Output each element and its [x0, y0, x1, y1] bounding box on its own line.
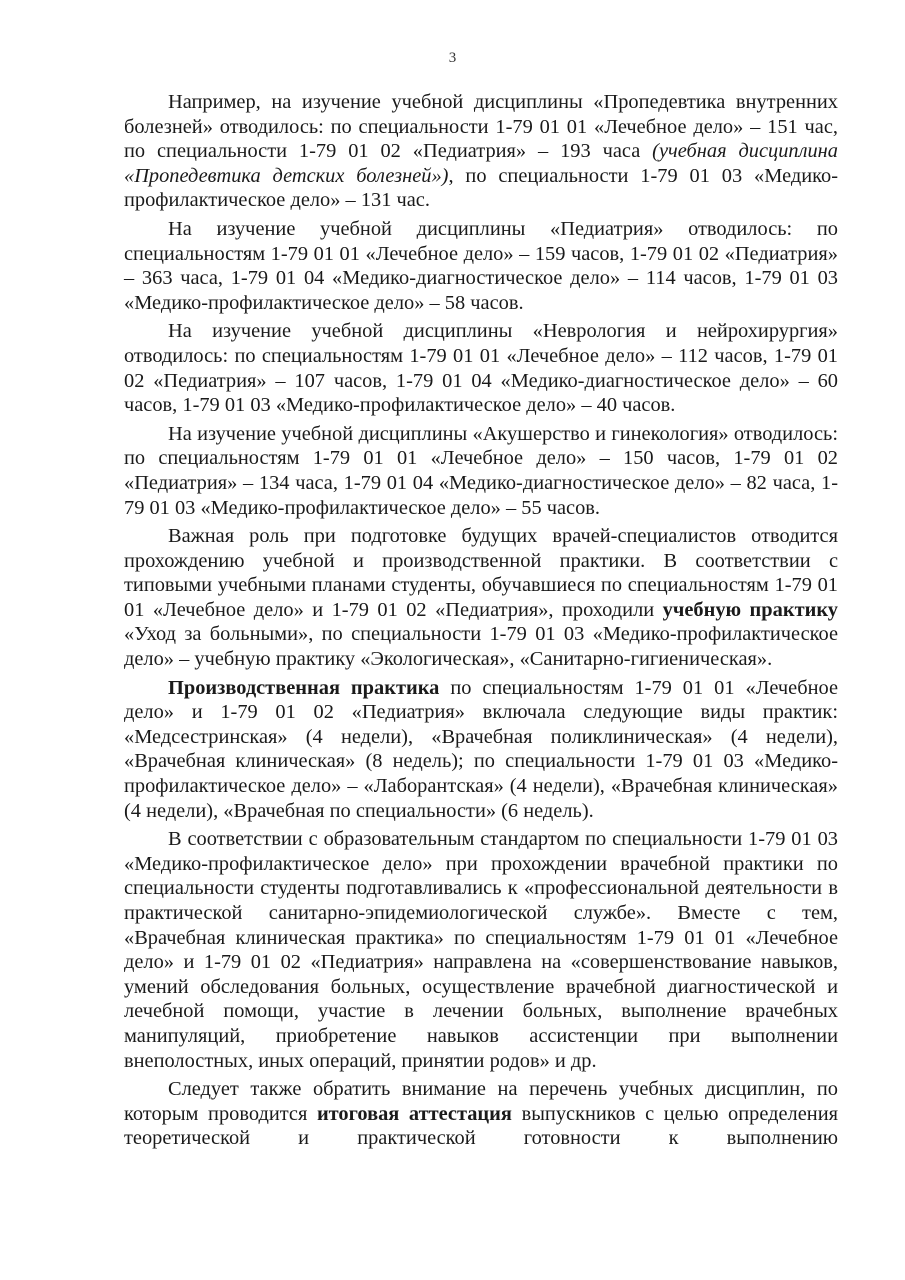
page-number: 3 — [448, 50, 457, 66]
text-segment: В соответствии с образовательным стандартом по специальности 1-79 01 03 «Медико-профилактическое дело» при прохождении врачебной практики по специальности студенты подготавливались к «профессиональной деятельности в практической санитарно-эпидемиологической службе». Вместе с тем, «Врачебная клиническая практика» по специальностям 1-79 01 01 «Лечебное дело» и 1-79 01 02 «Педиатрия» направлена на «совершенствование навыков, умений обследования больных, осуществление врачебной диагностической и лечебной помощи, участие в лечении больных, выполнение врачебных манипуляций, приобретение навыков ассистенции при выполнении внеполостных, иных операций, принятии родов» и др. — [124, 828, 838, 1072]
paragraph — [124, 1077, 838, 1151]
italic-text: (учебная дисциплина «Пропедевтика детских болезней») — [124, 140, 838, 187]
text-segment: На изучение учебной дисциплины «Неврология и нейрохирургия» отводилось: по специальностям 1-79 01 01 «Лечебное дело» – 112 часов, 1-79 01 02 «Педиатрия» – 107 часов, 1-79 01 04 «Медико-диагностическое дело» – 60 часов, 1-79 01 03 «Медико-профилактическое дело» – 40 часов. — [124, 320, 838, 417]
bold-text: учебную практику — [662, 598, 838, 621]
text-segment: Например, на изучение учебной дисциплины «Пропедевтика внутренних болезней» отводилось: по специальности 1-79 01 01 «Лечебное дело» – 151 час, по специальности 1-79 01 02 «Педиатрия» – 193 часа — [124, 91, 838, 163]
paragraph — [124, 217, 838, 315]
text-segment: На изучение учебной дисциплины «Акушерство и гинекология» отводилось: по специальностям 1-79 01 01 «Лечебное дело» – 150 часов, 1-79 01 02 «Педиатрия» – 134 часа, 1-79 01 04 «Медико-диагностическое дело» – 82 часа, 1-79 01 03 «Медико-профилактическое дело» – 55 часов. — [124, 422, 838, 519]
bold-text: Производственная практика — [168, 676, 440, 699]
text-segment: по специальностям 1-79 01 01 «Лечебное дело» и 1-79 01 02 «Педиатрия» включала следующие виды практик: «Медсестринская» (4 недели), «Врачебная поликлиническая» (4 недели), «Врачебная клиническая» (8 недель); по специальности 1-79 01 03 «Медико-профилактическое дело» – «Лаборантская» (4 недели), «Врачебная клиническая» (4 недели), «Врачебная по специальности» (6 недель). — [124, 676, 838, 822]
text-segment: Важная роль при подготовке будущих врачей-специалистов отводится прохождению учебной и производственной практики. В соответствии с типовыми учебными планами студенты, обучавшиеся по специальностям 1-79 01 01 «Лечебное дело» и 1-79 01 02 «Педиатрия», проходили — [124, 525, 838, 621]
text-segment: Следует также обратить внимание на перечень учебных дисциплин, по которым проводится — [124, 1078, 838, 1125]
text-segment: , по специальности 1-79 01 03 «Медико-профилактическое дело» – 131 час. — [124, 164, 838, 212]
paragraph — [124, 90, 838, 213]
paragraph — [124, 676, 838, 824]
paragraph — [124, 422, 838, 520]
paragraph — [124, 524, 838, 672]
text-segment: На изучение учебной дисциплины «Педиатрия» отводилось: по специальностям 1-79 01 01 «Лечебное дело» – 159 часов, 1-79 01 02 «Педиатрия» – 363 часа, 1-79 01 04 «Медико-диагностическое дело» – 114 часов, 1-79 01 03 «Медико-профилактическое дело» – 58 часов. — [124, 217, 838, 314]
text-segment: «Уход за больными», по специальности 1-79 01 03 «Медико-профилактическое дело» – учебную практику «Экологическая», «Санитарно-гигиеническая». — [124, 623, 838, 671]
paragraph — [124, 827, 838, 1073]
document-body — [124, 90, 838, 1155]
text-segment: выпускников с целью определения теоретической и практической готовности к выполнению — [124, 1102, 838, 1150]
bold-text: итоговая аттестация — [316, 1102, 512, 1125]
paragraph — [124, 319, 838, 417]
